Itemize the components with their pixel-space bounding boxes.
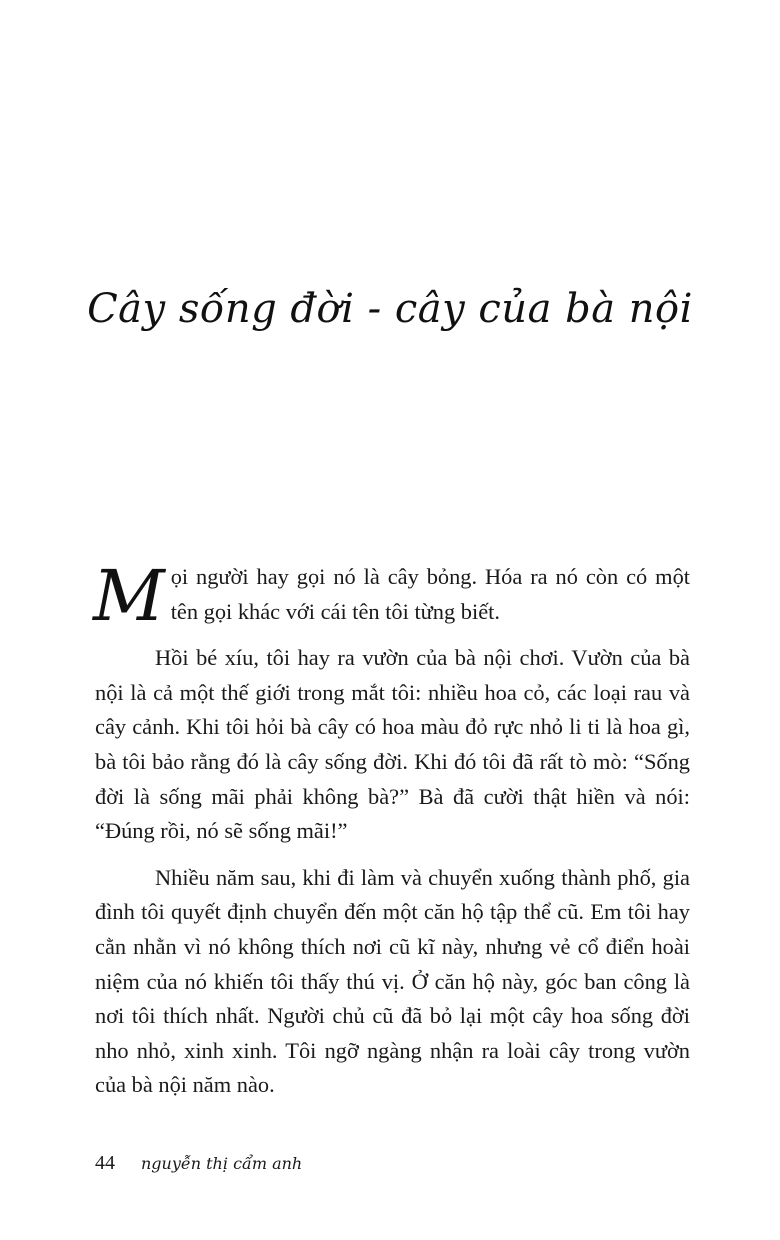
page-footer (95, 1152, 302, 1182)
drop-cap: M (93, 555, 165, 637)
chapter-body (93, 555, 690, 1115)
paragraph-1-text: ọi người hay gọi nó là cây bỏng. Hóa ra nó còn có một tên gọi khác với cái tên tôi từng biết. (170, 564, 690, 624)
chapter-title: Cây sống đời - cây của bà nội (87, 286, 693, 332)
paragraph-3: Nhiều năm sau, khi đi làm và chuyển xuống thành phố, gia đình tôi quyết định chuyển đến một căn hộ tập thể cũ. Em tôi hay cằn nhằn vì nó không thích nơi cũ kĩ này, nhưng vẻ cổ điển hoài niệm của nó khiến tôi thấy thú vị. Ở căn hộ này, góc ban công là nơi tôi thích nhất. Người chủ cũ đã bỏ lại một cây hoa sống đời nho nhỏ, xinh xinh. Tôi ngỡ ngàng nhận ra loài cây trong vườn của bà nội năm nào. (95, 864, 690, 1098)
paragraph-1 (93, 555, 690, 637)
paragraph-2: Hồi bé xíu, tôi hay ra vườn của bà nội chơi. Vườn của bà nội là cả một thế giới trong mắt tôi: nhiều hoa cỏ, các loại rau và cây cảnh. Khi tôi hỏi bà cây có hoa màu đỏ rực nhỏ li ti là hoa gì, bà tôi bảo rằng đó là cây sống đời. Khi đó tôi đã rất tò mò: “Sống đời là sống mãi phải không bà?” Bà đã cười thật hiền và nói: “Đúng rồi, nó sẽ sống mãi!” (95, 645, 690, 844)
page-number: 44 (95, 1152, 115, 1174)
author-name: nguyễn thị cẩm anh (141, 1154, 303, 1173)
